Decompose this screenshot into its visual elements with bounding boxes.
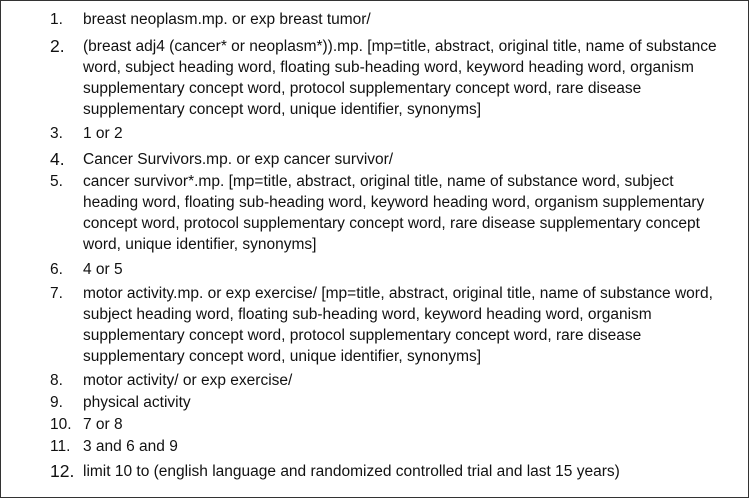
- query-text: 1 or 2: [83, 125, 123, 142]
- query-line-8: [50, 370, 720, 391]
- query-number: 1.: [50, 11, 63, 28]
- query-text: (breast adj4 (cancer* or neoplasm*)).mp. [mp=title, abstract, original title, name of substance word, subject heading word, floating sub-heading word, keyword heading word, organism supplementary concept word, protocol supplementary concept word, rare disease supplementary concept word, unique identifier, synonyms]: [83, 38, 717, 118]
- query-text: limit 10 to (english language and randomized controlled trial and last 15 years): [83, 463, 620, 480]
- query-line-6: [50, 259, 720, 280]
- query-number: 2.: [50, 36, 65, 56]
- query-line-11: [50, 436, 720, 457]
- query-line-4: [50, 149, 720, 170]
- query-number: 11.: [50, 438, 71, 455]
- query-text: 7 or 8: [83, 416, 123, 433]
- query-number: 10.: [50, 416, 72, 433]
- query-line-7: [50, 283, 720, 367]
- query-line-5: [50, 171, 720, 255]
- query-line-9: [50, 392, 720, 413]
- query-number: 7.: [50, 285, 63, 302]
- query-line-12: [50, 461, 720, 482]
- query-number: 9.: [50, 394, 63, 411]
- query-text: physical activity: [83, 394, 191, 411]
- query-text: 4 or 5: [83, 261, 123, 278]
- query-number: 12.: [50, 461, 75, 481]
- query-number: 4.: [50, 149, 65, 169]
- query-line-3: [50, 123, 720, 144]
- query-line-1: [50, 9, 720, 30]
- query-line-2: [50, 36, 720, 120]
- query-line-10: [50, 414, 720, 435]
- query-number: 5.: [50, 173, 63, 190]
- query-number: 6.: [50, 261, 63, 278]
- query-text: breast neoplasm.mp. or exp breast tumor/: [83, 11, 371, 28]
- query-number: 8.: [50, 372, 63, 389]
- query-text: Cancer Survivors.mp. or exp cancer survivor/: [83, 151, 394, 168]
- query-text: motor activity/ or exp exercise/: [83, 372, 293, 389]
- query-text: motor activity.mp. or exp exercise/ [mp=title, abstract, original title, name of substance word, subject heading word, floating sub-heading word, keyword heading word, organism supplementary concept word, protocol supplementary concept word, rare disease supplementary concept word, unique identifier, synonyms]: [83, 285, 713, 365]
- query-number: 3.: [50, 125, 63, 142]
- search-query-list: [50, 9, 720, 482]
- query-text: cancer survivor*.mp. [mp=title, abstract, original title, name of substance word, subject heading word, floating sub-heading word, keyword heading word, organism supplementary concept word, protocol supplementary concept word, rare disease supplementary concept word, unique identifier, synonyms]: [83, 173, 705, 253]
- query-text: 3 and 6 and 9: [83, 438, 178, 455]
